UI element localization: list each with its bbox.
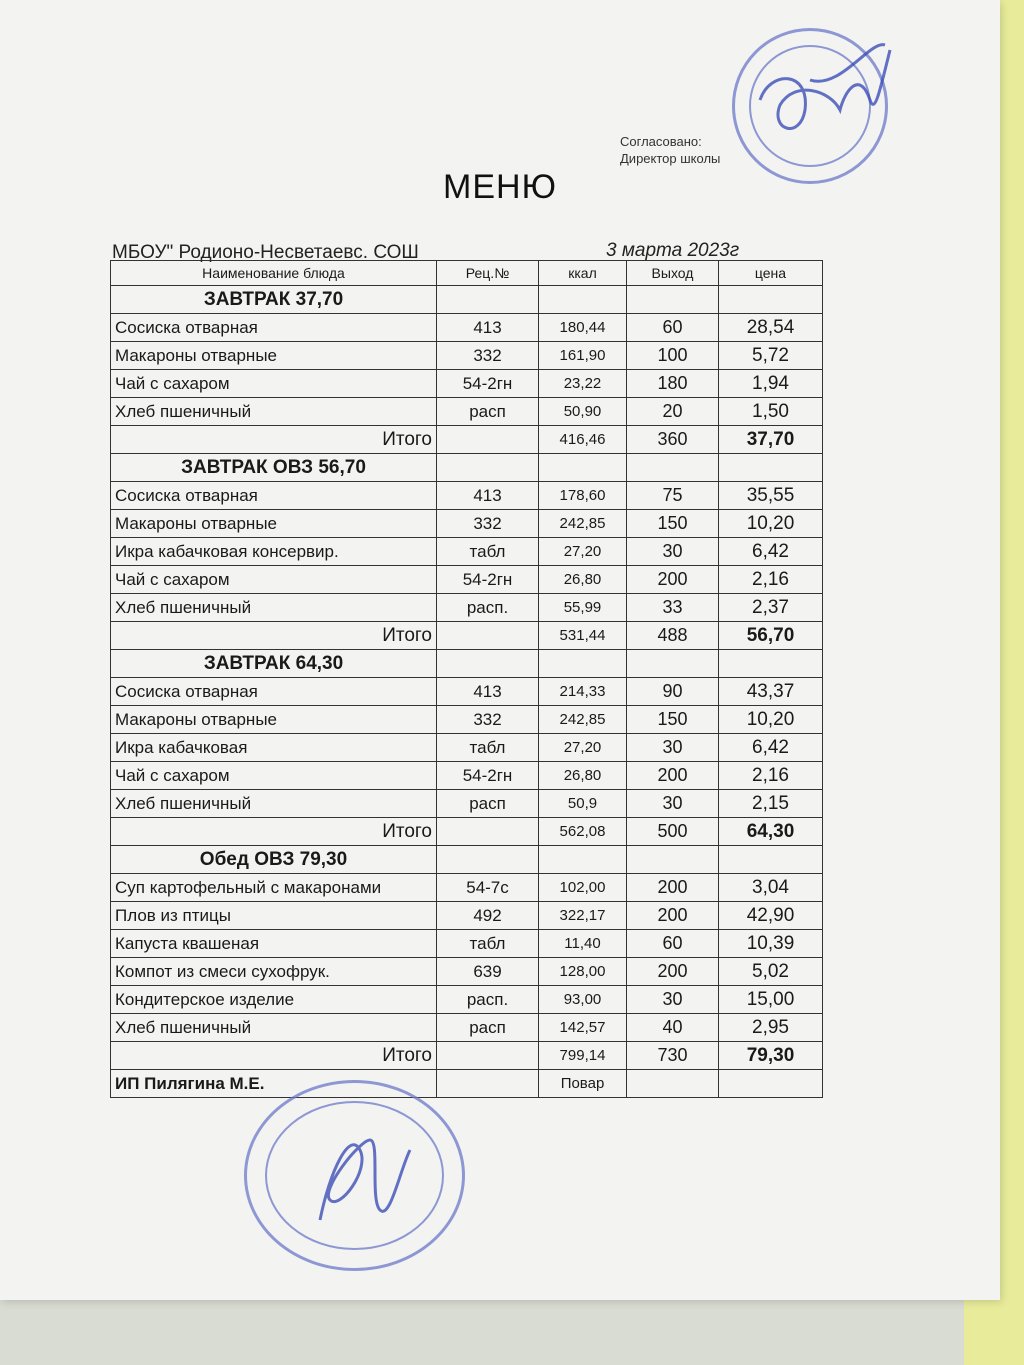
output-cell: 30 <box>627 734 719 762</box>
page-title: МЕНЮ <box>443 168 557 206</box>
output-cell: 60 <box>627 314 719 342</box>
output-cell: 180 <box>627 370 719 398</box>
price-cell <box>719 650 823 678</box>
kcal-cell <box>539 454 627 482</box>
table-row <box>111 566 823 594</box>
kcal-cell: 26,80 <box>539 762 627 790</box>
kcal-cell: 50,9 <box>539 790 627 818</box>
price-cell <box>719 1070 823 1098</box>
dish-name-cell: Макароны отварные <box>111 706 437 734</box>
output-cell: 90 <box>627 678 719 706</box>
header-price: цена <box>719 261 823 286</box>
dish-name-cell: Плов из птицы <box>111 902 437 930</box>
output-cell <box>627 1070 719 1098</box>
kcal-cell: 416,46 <box>539 426 627 454</box>
dish-name-cell: Хлеб пшеничный <box>111 1014 437 1042</box>
kcal-cell: 27,20 <box>539 734 627 762</box>
dish-name-cell: Итого <box>111 426 437 454</box>
price-cell: 15,00 <box>719 986 823 1014</box>
price-cell: 28,54 <box>719 314 823 342</box>
price-cell: 3,04 <box>719 874 823 902</box>
kcal-cell: 242,85 <box>539 706 627 734</box>
approval-label: Согласовано: <box>620 134 702 149</box>
kcal-cell: 142,57 <box>539 1014 627 1042</box>
kcal-cell: 23,22 <box>539 370 627 398</box>
dish-name-cell: Сосиска отварная <box>111 482 437 510</box>
dish-name-cell: ЗАВТРАК ОВЗ 56,70 <box>111 454 437 482</box>
output-cell: 200 <box>627 762 719 790</box>
output-cell: 488 <box>627 622 719 650</box>
price-cell: 35,55 <box>719 482 823 510</box>
output-cell <box>627 846 719 874</box>
header-kcal: ккал <box>539 261 627 286</box>
price-cell: 43,37 <box>719 678 823 706</box>
price-cell: 64,30 <box>719 818 823 846</box>
kcal-cell: 562,08 <box>539 818 627 846</box>
output-cell: 150 <box>627 706 719 734</box>
kcal-cell <box>539 846 627 874</box>
price-cell: 10,20 <box>719 510 823 538</box>
table-row <box>111 790 823 818</box>
recipe-cell <box>437 622 539 650</box>
recipe-cell: 54-7с <box>437 874 539 902</box>
recipe-cell: 54-2гн <box>437 370 539 398</box>
dish-name-cell: Чай с сахаром <box>111 762 437 790</box>
price-cell: 6,42 <box>719 734 823 762</box>
recipe-cell: расп <box>437 790 539 818</box>
dish-name-cell: Суп картофельный с макаронами <box>111 874 437 902</box>
price-cell <box>719 454 823 482</box>
kcal-cell: 27,20 <box>539 538 627 566</box>
kcal-cell <box>539 286 627 314</box>
dish-name-cell: Макароны отварные <box>111 510 437 538</box>
dish-name-cell: Итого <box>111 1042 437 1070</box>
kcal-cell: 26,80 <box>539 566 627 594</box>
dish-name-cell: ИП Пилягина М.Е. <box>111 1070 437 1098</box>
recipe-cell: табл <box>437 734 539 762</box>
price-cell: 10,20 <box>719 706 823 734</box>
total-row <box>111 426 823 454</box>
kcal-cell: 180,44 <box>539 314 627 342</box>
dish-name-cell: Хлеб пшеничный <box>111 790 437 818</box>
menu-date: 3 марта 2023г <box>606 240 740 261</box>
kcal-cell: 242,85 <box>539 510 627 538</box>
table-row <box>111 314 823 342</box>
output-cell <box>627 454 719 482</box>
table-row <box>111 874 823 902</box>
output-cell: 500 <box>627 818 719 846</box>
recipe-cell: 413 <box>437 314 539 342</box>
output-cell: 100 <box>627 342 719 370</box>
kcal-cell: 531,44 <box>539 622 627 650</box>
price-cell: 1,94 <box>719 370 823 398</box>
kcal-cell: 322,17 <box>539 902 627 930</box>
footer-row <box>111 1070 823 1098</box>
dish-name-cell: Хлеб пшеничный <box>111 398 437 426</box>
output-cell: 30 <box>627 538 719 566</box>
menu-table <box>110 260 823 1098</box>
table-row <box>111 342 823 370</box>
dish-name-cell: Итого <box>111 818 437 846</box>
dish-name-cell: Макароны отварные <box>111 342 437 370</box>
header-recipe-no: Рец.№ <box>437 261 539 286</box>
header-output: Выход <box>627 261 719 286</box>
header-dish-name: Наименование блюда <box>111 261 437 286</box>
section-header-row <box>111 650 823 678</box>
dish-name-cell: Итого <box>111 622 437 650</box>
kcal-cell: 55,99 <box>539 594 627 622</box>
recipe-cell: расп. <box>437 594 539 622</box>
kcal-cell: 11,40 <box>539 930 627 958</box>
recipe-cell: табл <box>437 538 539 566</box>
output-cell: 150 <box>627 510 719 538</box>
output-cell: 200 <box>627 874 719 902</box>
kcal-cell: 128,00 <box>539 958 627 986</box>
output-cell: 200 <box>627 958 719 986</box>
recipe-cell <box>437 650 539 678</box>
output-cell: 40 <box>627 1014 719 1042</box>
recipe-cell: табл <box>437 930 539 958</box>
kcal-cell: 93,00 <box>539 986 627 1014</box>
kcal-cell: 102,00 <box>539 874 627 902</box>
table-row <box>111 678 823 706</box>
output-cell: 33 <box>627 594 719 622</box>
recipe-cell <box>437 286 539 314</box>
dish-name-cell: Сосиска отварная <box>111 678 437 706</box>
price-cell <box>719 286 823 314</box>
price-cell: 2,37 <box>719 594 823 622</box>
table-body <box>111 286 823 1098</box>
output-cell: 200 <box>627 902 719 930</box>
dish-name-cell: Икра кабачковая <box>111 734 437 762</box>
price-cell: 6,42 <box>719 538 823 566</box>
kcal-cell: 50,90 <box>539 398 627 426</box>
table-row <box>111 734 823 762</box>
recipe-cell: 639 <box>437 958 539 986</box>
table-row <box>111 902 823 930</box>
recipe-cell: 413 <box>437 482 539 510</box>
school-name: МБОУ" Родионо-Несветаевс. СОШ <box>112 242 419 263</box>
kcal-cell: 178,60 <box>539 482 627 510</box>
director-label: Директор школы <box>620 151 721 166</box>
table-row <box>111 958 823 986</box>
dish-name-cell: Чай с сахаром <box>111 566 437 594</box>
approval-block <box>620 133 720 167</box>
output-cell: 75 <box>627 482 719 510</box>
table-row <box>111 538 823 566</box>
table-row <box>111 510 823 538</box>
dish-name-cell: ЗАВТРАК 64,30 <box>111 650 437 678</box>
kcal-cell: 799,14 <box>539 1042 627 1070</box>
output-cell: 20 <box>627 398 719 426</box>
kcal-cell: 161,90 <box>539 342 627 370</box>
price-cell: 10,39 <box>719 930 823 958</box>
price-cell: 37,70 <box>719 426 823 454</box>
output-cell: 60 <box>627 930 719 958</box>
price-cell <box>719 846 823 874</box>
director-signature <box>750 30 900 170</box>
dish-name-cell: Хлеб пшеничный <box>111 594 437 622</box>
recipe-cell: 332 <box>437 510 539 538</box>
output-cell <box>627 650 719 678</box>
price-cell: 2,15 <box>719 790 823 818</box>
dish-name-cell: Обед ОВЗ 79,30 <box>111 846 437 874</box>
kcal-cell: 214,33 <box>539 678 627 706</box>
table-row <box>111 706 823 734</box>
recipe-cell <box>437 1070 539 1098</box>
recipe-cell: 54-2гн <box>437 566 539 594</box>
recipe-cell: расп <box>437 398 539 426</box>
recipe-cell <box>437 454 539 482</box>
dish-name-cell: Кондитерское изделие <box>111 986 437 1014</box>
table-row <box>111 370 823 398</box>
dish-name-cell: Компот из смеси сухофрук. <box>111 958 437 986</box>
kcal-cell <box>539 650 627 678</box>
dish-name-cell: Чай с сахаром <box>111 370 437 398</box>
price-cell: 2,95 <box>719 1014 823 1042</box>
output-cell: 30 <box>627 790 719 818</box>
price-cell: 1,50 <box>719 398 823 426</box>
price-cell: 5,02 <box>719 958 823 986</box>
kcal-cell: Повар <box>539 1070 627 1098</box>
total-row <box>111 818 823 846</box>
table-row <box>111 986 823 1014</box>
dish-name-cell: ЗАВТРАК 37,70 <box>111 286 437 314</box>
output-cell: 730 <box>627 1042 719 1070</box>
recipe-cell: расп. <box>437 986 539 1014</box>
table-row <box>111 1014 823 1042</box>
recipe-cell: 332 <box>437 706 539 734</box>
total-row <box>111 622 823 650</box>
output-cell <box>627 286 719 314</box>
chef-signature <box>300 1110 430 1240</box>
recipe-cell <box>437 426 539 454</box>
dish-name-cell: Сосиска отварная <box>111 314 437 342</box>
price-cell: 42,90 <box>719 902 823 930</box>
recipe-cell <box>437 1042 539 1070</box>
dish-name-cell: Икра кабачковая консервир. <box>111 538 437 566</box>
output-cell: 30 <box>627 986 719 1014</box>
recipe-cell <box>437 818 539 846</box>
table-row <box>111 594 823 622</box>
price-cell: 5,72 <box>719 342 823 370</box>
table-header-row <box>111 261 823 286</box>
output-cell: 200 <box>627 566 719 594</box>
recipe-cell: 413 <box>437 678 539 706</box>
recipe-cell: 492 <box>437 902 539 930</box>
price-cell: 79,30 <box>719 1042 823 1070</box>
recipe-cell: 54-2гн <box>437 762 539 790</box>
price-cell: 2,16 <box>719 566 823 594</box>
table-row <box>111 398 823 426</box>
price-cell: 56,70 <box>719 622 823 650</box>
recipe-cell: 332 <box>437 342 539 370</box>
section-header-row <box>111 846 823 874</box>
section-header-row <box>111 286 823 314</box>
section-header-row <box>111 454 823 482</box>
recipe-cell <box>437 846 539 874</box>
dish-name-cell: Капуста квашеная <box>111 930 437 958</box>
recipe-cell: расп <box>437 1014 539 1042</box>
output-cell: 360 <box>627 426 719 454</box>
table-row <box>111 482 823 510</box>
price-cell: 2,16 <box>719 762 823 790</box>
table-row <box>111 762 823 790</box>
table-row <box>111 930 823 958</box>
total-row <box>111 1042 823 1070</box>
